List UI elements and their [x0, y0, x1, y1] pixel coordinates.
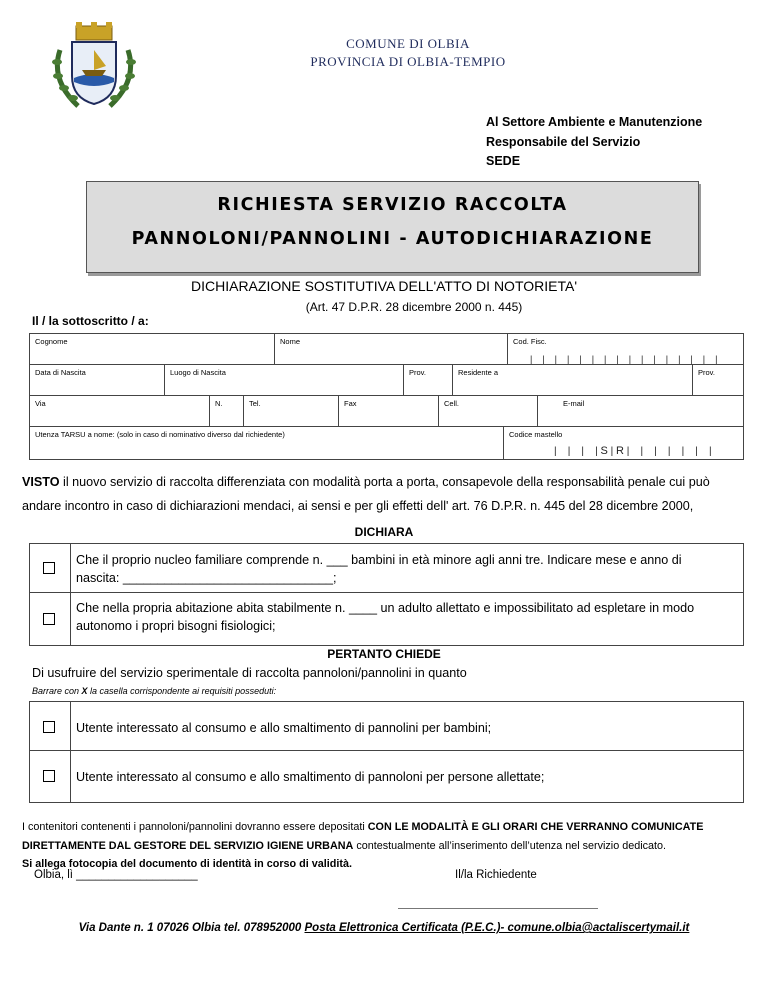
- field-label: Luogo di Nascita: [170, 368, 226, 377]
- title-line: RICHIESTA SERVIZIO RACCOLTA: [217, 195, 568, 215]
- nome-field[interactable]: [274, 333, 508, 365]
- provincia-residenza-field[interactable]: [692, 364, 744, 396]
- province-name: PROVINCIA DI OLBIA-TEMPIO: [310, 54, 506, 69]
- instruction-x: X: [81, 686, 88, 696]
- field-label: E-mail: [563, 399, 585, 408]
- notes-block: [22, 818, 762, 874]
- notes-text: contestualmente all’inserimento dell’utenza nel servizio dedicato.: [353, 839, 667, 852]
- visto-text: il nuovo servizio di raccolta differenziata con modalità porta a porta, consapevole della responsabilità penale cui può andare incontro in caso di dichiarazioni mendaci, ai sensi e per gli effetti dell' art. 76 D.P.R. n. 445 del 28 dicembre 2000,: [22, 475, 710, 513]
- field-label: Cell.: [444, 399, 460, 408]
- dichiara-heading: DICHIARA: [354, 525, 414, 539]
- telefono-field[interactable]: [243, 395, 339, 427]
- visto-paragraph: [22, 470, 748, 518]
- utenza-tarsu-field[interactable]: [29, 426, 504, 460]
- addressee-line: Responsabile del Servizio: [486, 134, 641, 149]
- field-label: Fax: [344, 399, 357, 408]
- signature-line[interactable]: [398, 908, 598, 909]
- chiede-instruction: [32, 686, 276, 696]
- notes-bold: CON LE MODALITÀ E GLI ORARI CHE VERRANNO COMUNICATE: [367, 821, 704, 833]
- title-line: PANNOLONI/PANNOLINI - AUTODICHIARAZIONE: [131, 229, 654, 249]
- chiede-heading: PERTANTO CHIEDE: [327, 647, 441, 661]
- notes-line: [22, 837, 762, 856]
- codice-mastello-character-boxes: | | | | S | R | | | | | | |: [554, 445, 712, 457]
- pannoloni-allettati-checkbox[interactable]: [43, 770, 55, 782]
- field-label: Cod. Fisc.: [513, 337, 547, 346]
- field-label: N.: [215, 399, 223, 408]
- mastello-letter: S: [600, 445, 608, 457]
- field-label: Utenza TARSU a nome: (solo in caso di nominativo diverso dal richiedente): [35, 430, 285, 439]
- municipality-name: COMUNE DI OLBIA: [346, 36, 470, 51]
- column-divider: [70, 544, 71, 645]
- adulto-allettato-text: Che nella propria abitazione abita stabilmente n. ____ un adulto allettato e impossibilitato ad espletare in modo autonomo i propri bisogni fisiologici;: [76, 601, 695, 633]
- field-label: Residente a: [458, 368, 499, 377]
- mastello-letter: R: [616, 445, 624, 457]
- cellulare-field[interactable]: [438, 395, 538, 427]
- pannolini-bambini-checkbox[interactable]: [43, 721, 55, 733]
- personal-data-form: [29, 333, 744, 460]
- coat-of-arms-emblem: [48, 20, 140, 112]
- numero-civico-field[interactable]: [209, 395, 244, 427]
- email-field[interactable]: [537, 395, 744, 427]
- addressee-block: [486, 113, 702, 172]
- field-label: Nome: [280, 337, 301, 346]
- footer: [0, 922, 768, 934]
- footer-address: Via Dante n. 1 07026 Olbia tel. 078952000: [78, 922, 305, 934]
- chiede-options-box: [29, 701, 744, 803]
- addressee-line: SEDE: [486, 154, 521, 168]
- undersigned-label: Il / la sottoscritto / a:: [32, 314, 149, 328]
- luogo-nascita-field[interactable]: [164, 364, 404, 396]
- row-divider: [30, 592, 743, 593]
- field-label: Codice mastello: [509, 430, 563, 439]
- addressee-line: Al Settore Ambiente e Manutenzione: [486, 115, 703, 129]
- pannolini-bambini-text: Utente interessato al consumo e allo smaltimento di pannolini per bambini;: [76, 721, 492, 735]
- pannoloni-allettati-text: Utente interessato al consumo e allo smaltimento di pannoloni per persone allettate;: [76, 770, 545, 784]
- row-divider: [30, 750, 743, 751]
- nucleo-familiare-checkbox[interactable]: [43, 562, 55, 574]
- column-divider: [70, 702, 71, 802]
- residenza-field[interactable]: [452, 364, 693, 396]
- field-label: Prov.: [698, 368, 715, 377]
- visto-bold: VISTO: [22, 475, 60, 489]
- notes-line: Si allega fotocopia del documento di identità in corso di validità.: [22, 858, 352, 870]
- codice-fiscale-character-boxes: | | | | | | | | | | | | | | | |: [530, 354, 718, 364]
- provincia-nascita-field[interactable]: [403, 364, 453, 396]
- fax-field[interactable]: [338, 395, 439, 427]
- adulto-allettato-checkbox[interactable]: [43, 613, 55, 625]
- cognome-field[interactable]: [29, 333, 275, 365]
- field-label: Tel.: [249, 399, 261, 408]
- field-label: Via: [35, 399, 46, 408]
- signature-label: Il/la Richiedente: [455, 869, 537, 881]
- nucleo-familiare-text: Che il proprio nucleo familiare comprende n. ___ bambini in età minore agli anni tre. Indicare mese e anno di nascita: ______________________________;: [76, 553, 682, 585]
- notes-line: [22, 818, 762, 837]
- declaration-reference: (Art. 47 D.P.R. 28 dicembre 2000 n. 445): [305, 300, 523, 314]
- chiede-intro: Di usufruire del servizio sperimentale di raccolta pannoloni/pannolini in quanto: [32, 666, 467, 680]
- codice-mastello-field[interactable]: [503, 426, 744, 460]
- dichiara-options-box: [29, 543, 744, 646]
- place-date-field[interactable]: Olbia, lì ___________________: [34, 869, 198, 881]
- data-nascita-field[interactable]: [29, 364, 165, 396]
- field-label: Prov.: [409, 368, 426, 377]
- via-field[interactable]: [29, 395, 210, 427]
- instruction-text: la casella corrispondente ai requisiti posseduti:: [87, 686, 277, 696]
- notes-bold: DIRETTAMENTE DAL GESTORE DEL SERVIZIO IGIENE URBANA: [22, 839, 354, 852]
- instruction-text: Barrare con: [32, 686, 82, 696]
- declaration-heading: DICHIARAZIONE SOSTITUTIVA DELL'ATTO DI NOTORIETA': [191, 278, 577, 294]
- title-box: [86, 181, 699, 273]
- codice-fiscale-field[interactable]: [507, 333, 744, 365]
- field-label: Cognome: [35, 337, 68, 346]
- footer-pec[interactable]: Posta Elettronica Certificata (P.E.C.)- comune.olbia@actaliscertymail.it: [304, 922, 690, 934]
- notes-text: I contenitori contenenti i pannoloni/pannolini dovranno essere depositati: [22, 821, 368, 833]
- field-label: Data di Nascita: [35, 368, 86, 377]
